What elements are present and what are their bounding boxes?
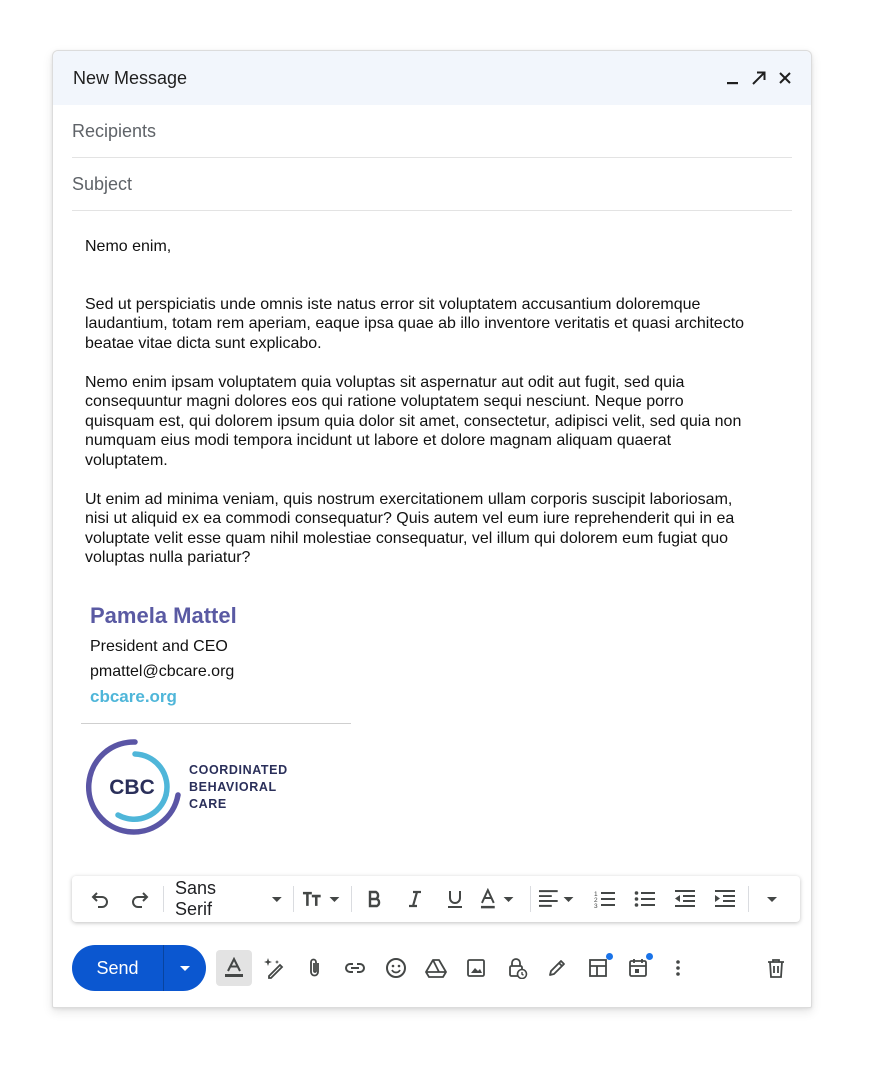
signature-name: Pamela Mattel [90,603,237,628]
signature-icon [546,957,568,979]
signature-email: pmattel@cbcare.org [90,663,235,680]
align-button[interactable] [538,883,581,915]
toolbar-separator [351,886,352,912]
text-color-icon [479,888,522,910]
body-paragraph: Ut enim ad minima veniam, quis nostrum exercitationem ullam corporis suscipit laboriosam, nisi ut aliquid ex ea commodi consequatur? Quis autem vel eum iure reprehenderit qui in ea voluptate velit esse quam nihil molestiae consequatur, vel illum qui dolorem eum fugiat quo voluptas nulla pariatur? [85,490,735,566]
svg-text:2: 2 [594,897,598,904]
insert-emoji-button[interactable] [378,950,414,986]
full-screen-icon [751,70,767,86]
indent-more-icon [714,889,736,909]
numbered-list-icon [594,889,616,909]
confidential-mode-button[interactable] [499,950,535,986]
underline-icon [445,889,465,909]
confidential-icon [506,957,528,979]
undo-icon [90,889,110,909]
formatting-options-button[interactable] [216,950,252,986]
underline-button[interactable] [439,883,471,915]
insert-photo-button[interactable] [458,950,494,986]
insert-link-button[interactable] [337,950,373,986]
indent-more-button[interactable] [709,883,741,915]
numbered-list-button[interactable] [589,883,621,915]
layouts-button[interactable] [580,950,616,986]
logo-line: BEHAVIORAL [189,779,277,794]
italic-icon [405,889,425,909]
more-options-icon [667,957,689,979]
compose-titlebar[interactable] [53,51,811,105]
logo-wordmark [189,762,288,813]
more-options-button[interactable] [660,950,696,986]
bulleted-list-icon [634,889,656,909]
font-name-label: Sans Serif [174,878,217,919]
chevron-down-icon [267,889,287,909]
notification-dot [606,953,613,960]
send-options-button[interactable] [164,945,206,991]
compose-title: New Message [73,67,188,88]
ai-write-button[interactable] [256,950,292,986]
redo-button[interactable] [124,883,156,915]
signature-website[interactable]: cbcare.org [90,687,177,706]
compose-window [52,50,812,1008]
link-icon [344,957,366,979]
font-select[interactable] [171,878,286,919]
font-size-button[interactable] [301,883,344,915]
signature-divider [81,723,351,724]
logo-line: COORDINATED [189,762,288,777]
italic-button[interactable] [399,883,431,915]
more-formatting-icon [762,889,782,909]
align-icon [538,888,581,910]
insert-drive-button[interactable] [418,950,454,986]
formatting-options-icon [223,957,245,979]
company-logo [83,737,288,837]
signature-block [90,603,237,707]
body-paragraph: Sed ut perspiciatis unde omnis iste natus error sit voluptatem accusantium doloremque laudantium, totam rem aperiam, eaque ipsa quae ab illo inventore veritatis et quasi architecto beatae vitae dicta sunt explicabo. [85,295,745,352]
bulleted-list-button[interactable] [629,883,661,915]
chevron-down-icon [177,960,193,976]
compose-actions [216,950,701,986]
attach-icon [304,957,326,979]
notification-dot [646,953,653,960]
redo-icon [130,889,150,909]
minimize-button[interactable] [723,68,743,88]
message-body[interactable] [85,237,745,587]
ai-write-icon [263,957,285,979]
bold-icon [365,889,385,909]
send-button-group [72,945,206,991]
logo-mark-text: CBC [109,776,155,799]
close-icon [778,71,792,85]
layouts-icon [587,957,609,979]
greeting-text: Nemo enim, [85,238,172,255]
more-formatting-button[interactable] [756,883,788,915]
bold-button[interactable] [359,883,391,915]
full-screen-button[interactable] [749,68,769,88]
subject-input[interactable] [72,174,792,195]
undo-button[interactable] [84,883,116,915]
cbc-logo-icon [83,737,183,837]
indent-less-button[interactable] [669,883,701,915]
schedule-button[interactable] [620,950,656,986]
toolbar-separator [530,886,531,912]
signature-role: President and CEO [90,638,228,655]
discard-draft-button[interactable] [758,950,794,986]
schedule-icon [627,957,649,979]
emoji-icon [385,957,407,979]
recipients-field [72,105,792,158]
text-color-button[interactable] [479,883,522,915]
logo-line: CARE [189,796,227,811]
toolbar-separator [163,886,164,912]
subject-field [72,158,792,211]
toolbar-separator [748,886,749,912]
attach-button[interactable] [297,950,333,986]
svg-text:1: 1 [594,891,598,898]
drive-icon [425,957,447,979]
trash-icon [765,957,787,979]
insert-signature-button[interactable] [539,950,575,986]
indent-less-icon [674,889,696,909]
close-button[interactable] [775,68,795,88]
font-size-icon [301,888,344,910]
body-paragraph: Nemo enim ipsam voluptatem quia voluptas sit aspernatur aut odit aut fugit, sed quia consequuntur magni dolores eos qui ratione voluptatem sequi nesciunt. Neque porro quisquam est, qui dolorem ipsum quia dolor sit amet, consectetur, adipisci velit, sed quia non numquam eius modi tempora incidunt ut labore et dolore magnam aliquam quaerat voluptatem. [85,373,742,469]
compose-bottom-toolbar [72,944,794,992]
send-button[interactable]: Send [96,957,139,978]
toolbar-separator [293,886,294,912]
svg-text:3: 3 [594,903,598,909]
window-controls [723,68,795,88]
recipients-input[interactable] [72,121,792,142]
formatting-toolbar [72,876,800,922]
photo-icon [465,957,487,979]
minimize-icon [726,71,740,85]
